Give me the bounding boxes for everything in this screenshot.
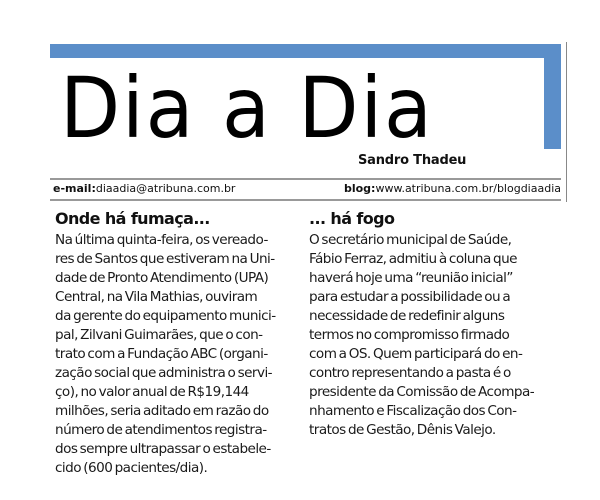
divider-bottom <box>50 199 561 201</box>
text-line: Na última quinta-feira, os vereado- <box>55 232 268 248</box>
email-contact <box>53 181 235 197</box>
article-body <box>309 231 559 440</box>
header-accent-bar-right <box>544 44 561 149</box>
text-line: pal, Zilvani Guimarães, que o con- <box>55 327 263 343</box>
text-line: ço), no valor anual de R$19,144 <box>55 384 249 400</box>
contact-row <box>53 181 561 197</box>
text-line: nhamento e Fiscalização dos Con- <box>309 403 517 419</box>
article-body <box>55 231 300 478</box>
blog-contact <box>344 181 561 197</box>
article-column-left <box>55 208 300 478</box>
blog-label: blog: <box>343 182 376 195</box>
column-title: Dia a Dia <box>60 59 434 157</box>
text-line: cido (600 pacientes/dia). <box>55 460 208 476</box>
text-line: dos sempre ultrapassar o estabele- <box>55 441 271 457</box>
text-line: Fábio Ferraz, admitiu à coluna que <box>309 251 517 267</box>
divider-top <box>50 178 561 180</box>
column-rule <box>566 42 567 202</box>
text-line: Central, na Vila Mathias, ouviram <box>55 289 258 305</box>
text-line: contro representando a pasta é o <box>309 365 511 381</box>
text-line: dade de Pronto Atendimento (UPA) <box>55 270 269 286</box>
text-line: trato com a Fundação ABC (organi- <box>55 346 268 362</box>
text-line: presidente da Comissão de Acompa- <box>309 384 535 400</box>
header-accent-bar-top <box>50 44 561 58</box>
text-line: da gerente do equipamento munici- <box>55 308 276 324</box>
text-line: haverá hoje uma “reunião inicial” <box>309 270 513 286</box>
text-line: tratos de Gestão, Dênis Valejo. <box>309 422 496 438</box>
text-line: necessidade de redefinir alguns <box>309 308 505 324</box>
article-column-right <box>309 208 559 440</box>
text-line: para estudar a possibilidade ou a <box>309 289 511 305</box>
article-heading: Onde há fumaça... <box>55 209 210 228</box>
author-name: Sandro Thadeu <box>358 153 467 168</box>
text-line: termos no compromisso firmado <box>309 327 510 343</box>
text-line: milhões, seria aditado em razão do <box>55 403 269 419</box>
text-line: com a OS. Quem participará do en- <box>309 346 523 362</box>
text-line: O secretário municipal de Saúde, <box>309 232 512 248</box>
text-line: res de Santos que estiveram na Uni- <box>55 251 275 267</box>
text-line: zação social que administra o servi- <box>55 365 273 381</box>
blog-link[interactable]: www.atribuna.com.br/blogdiaadia <box>375 182 561 195</box>
email-link[interactable]: diaadia@atribuna.com.br <box>95 182 236 195</box>
text-line: número de atendimentos registra- <box>55 422 267 438</box>
article-heading: ... há fogo <box>309 209 395 228</box>
email-label: e-mail: <box>53 182 96 195</box>
